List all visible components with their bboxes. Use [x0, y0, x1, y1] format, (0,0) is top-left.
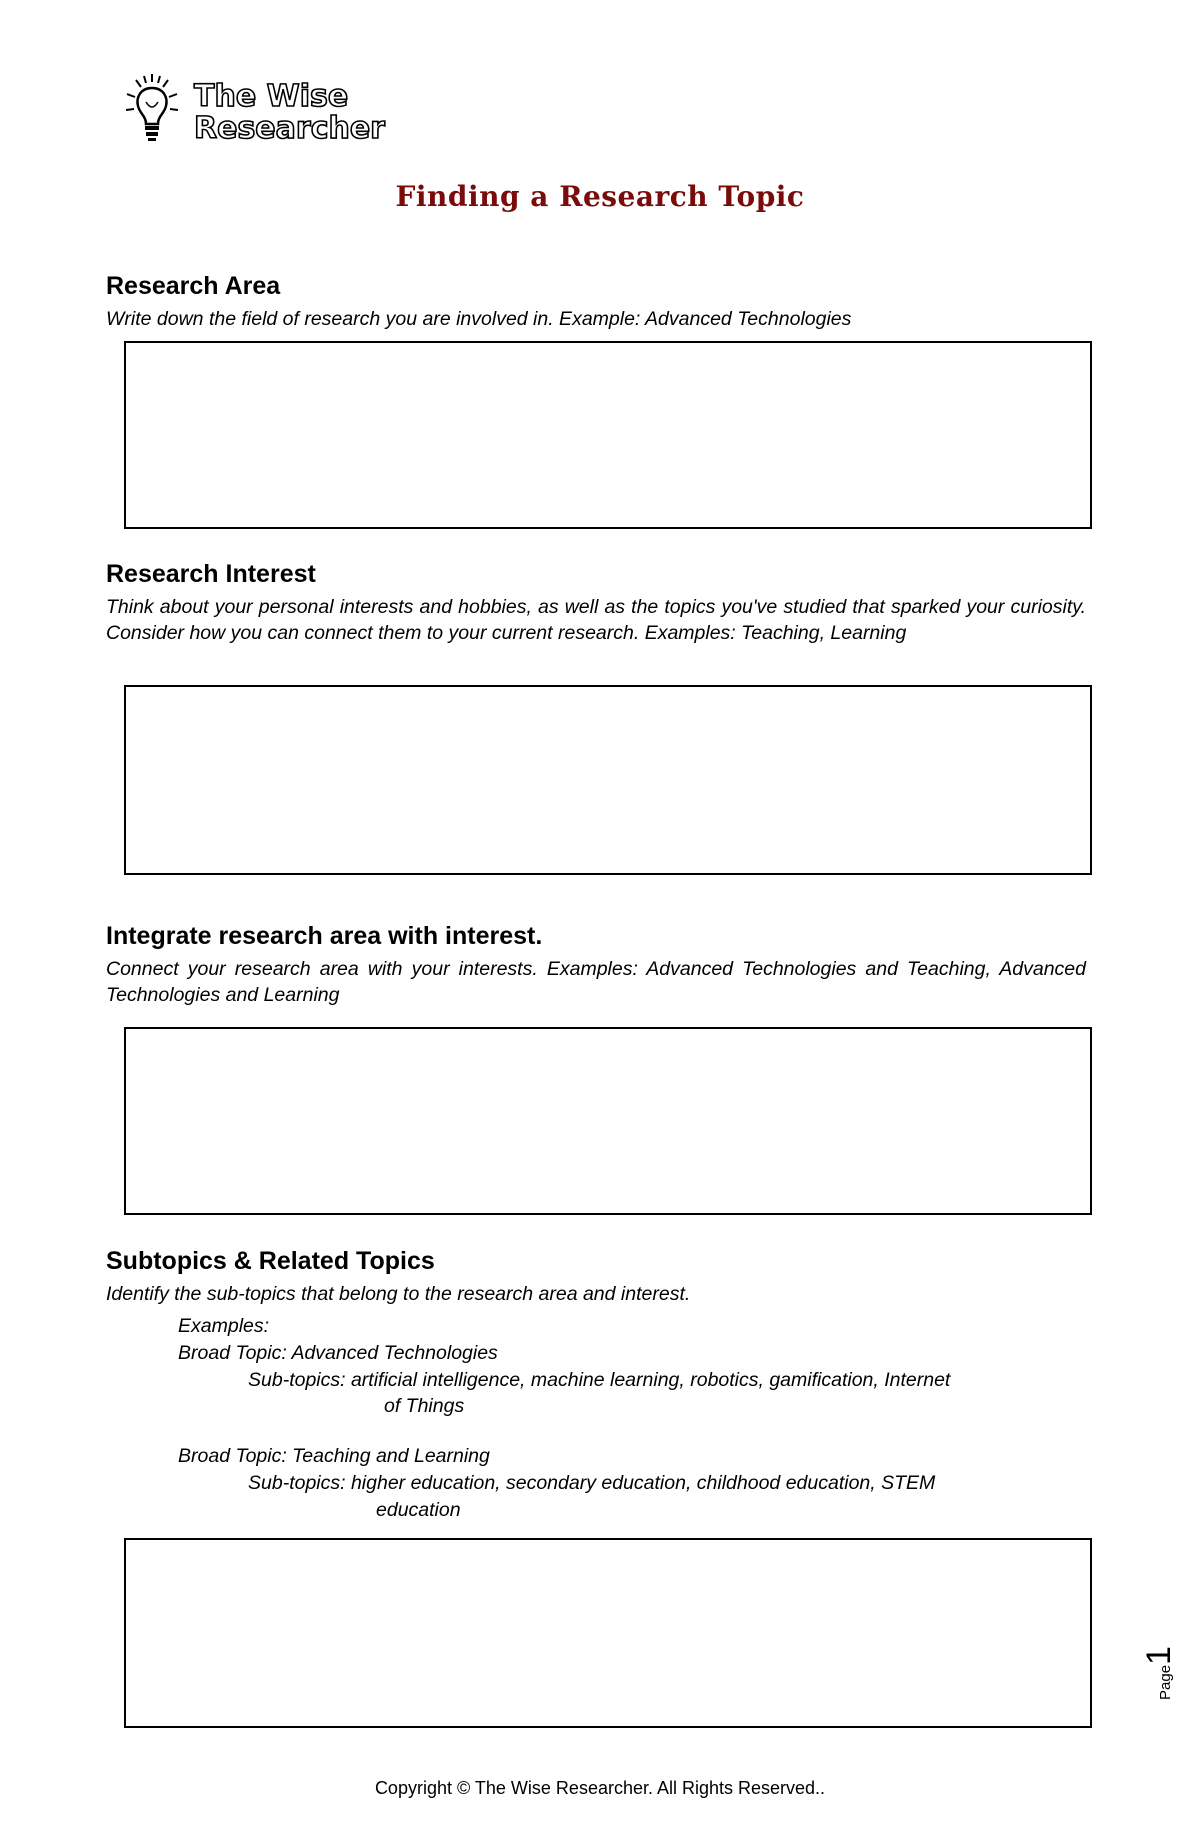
integrate-answer-box[interactable]: [124, 1027, 1092, 1215]
logo-line2: Researcher: [194, 111, 385, 146]
copyright-footer: Copyright © The Wise Researcher. All Rights Reserved..: [374, 1778, 826, 1798]
integrate-heading: Integrate research area with interest.: [106, 922, 543, 950]
research-interest-answer-box[interactable]: [124, 685, 1092, 875]
subtopics-heading: Subtopics & Related Topics: [106, 1247, 435, 1275]
broad-topic-1: Broad Topic: Advanced Technologies: [178, 1342, 498, 1364]
research-area-heading: Research Area: [106, 272, 281, 300]
examples-label: Examples:: [178, 1315, 270, 1337]
research-area-answer-box[interactable]: [124, 341, 1092, 529]
research-interest-heading: Research Interest: [106, 560, 316, 588]
lightbulb-icon: [124, 72, 385, 152]
page-number-marker: [1140, 1646, 1184, 1740]
integrate-description: Connect your research area with your interests. Examples: Advanced Technologies and Teaching, Advanced Technologies and Learning: [106, 958, 1086, 1006]
broad-topic-2: Broad Topic: Teaching and Learning: [178, 1445, 490, 1467]
page-title: Finding a Research Topic: [395, 180, 805, 213]
research-area-description: Write down the field of research you are involved in. Example: Advanced Technologies: [106, 308, 852, 330]
subtopics-description: Identify the sub-topics that belong to the research area and interest.: [106, 1283, 691, 1305]
page-number: 1: [1140, 1646, 1178, 1665]
subtopics-1-line2: of Things: [384, 1395, 465, 1417]
page-word: Page: [1157, 1664, 1174, 1700]
subtopics-2-line1: Sub-topics: higher education, secondary education, childhood education, STEM: [248, 1472, 936, 1494]
research-interest-description: Think about your personal interests and hobbies, as well as the topics you've studied that sparked your curiosity. Consider how you can connect them to your current research. Examples: Teaching, Learning: [106, 596, 1086, 644]
subtopics-1-line1: Sub-topics: artificial intelligence, machine learning, robotics, gamification, Internet: [248, 1369, 951, 1391]
subtopics-answer-box[interactable]: [124, 1538, 1092, 1728]
logo: [124, 72, 385, 152]
subtopics-2-line2: education: [376, 1499, 461, 1521]
logo-line1: The Wise: [194, 79, 349, 114]
